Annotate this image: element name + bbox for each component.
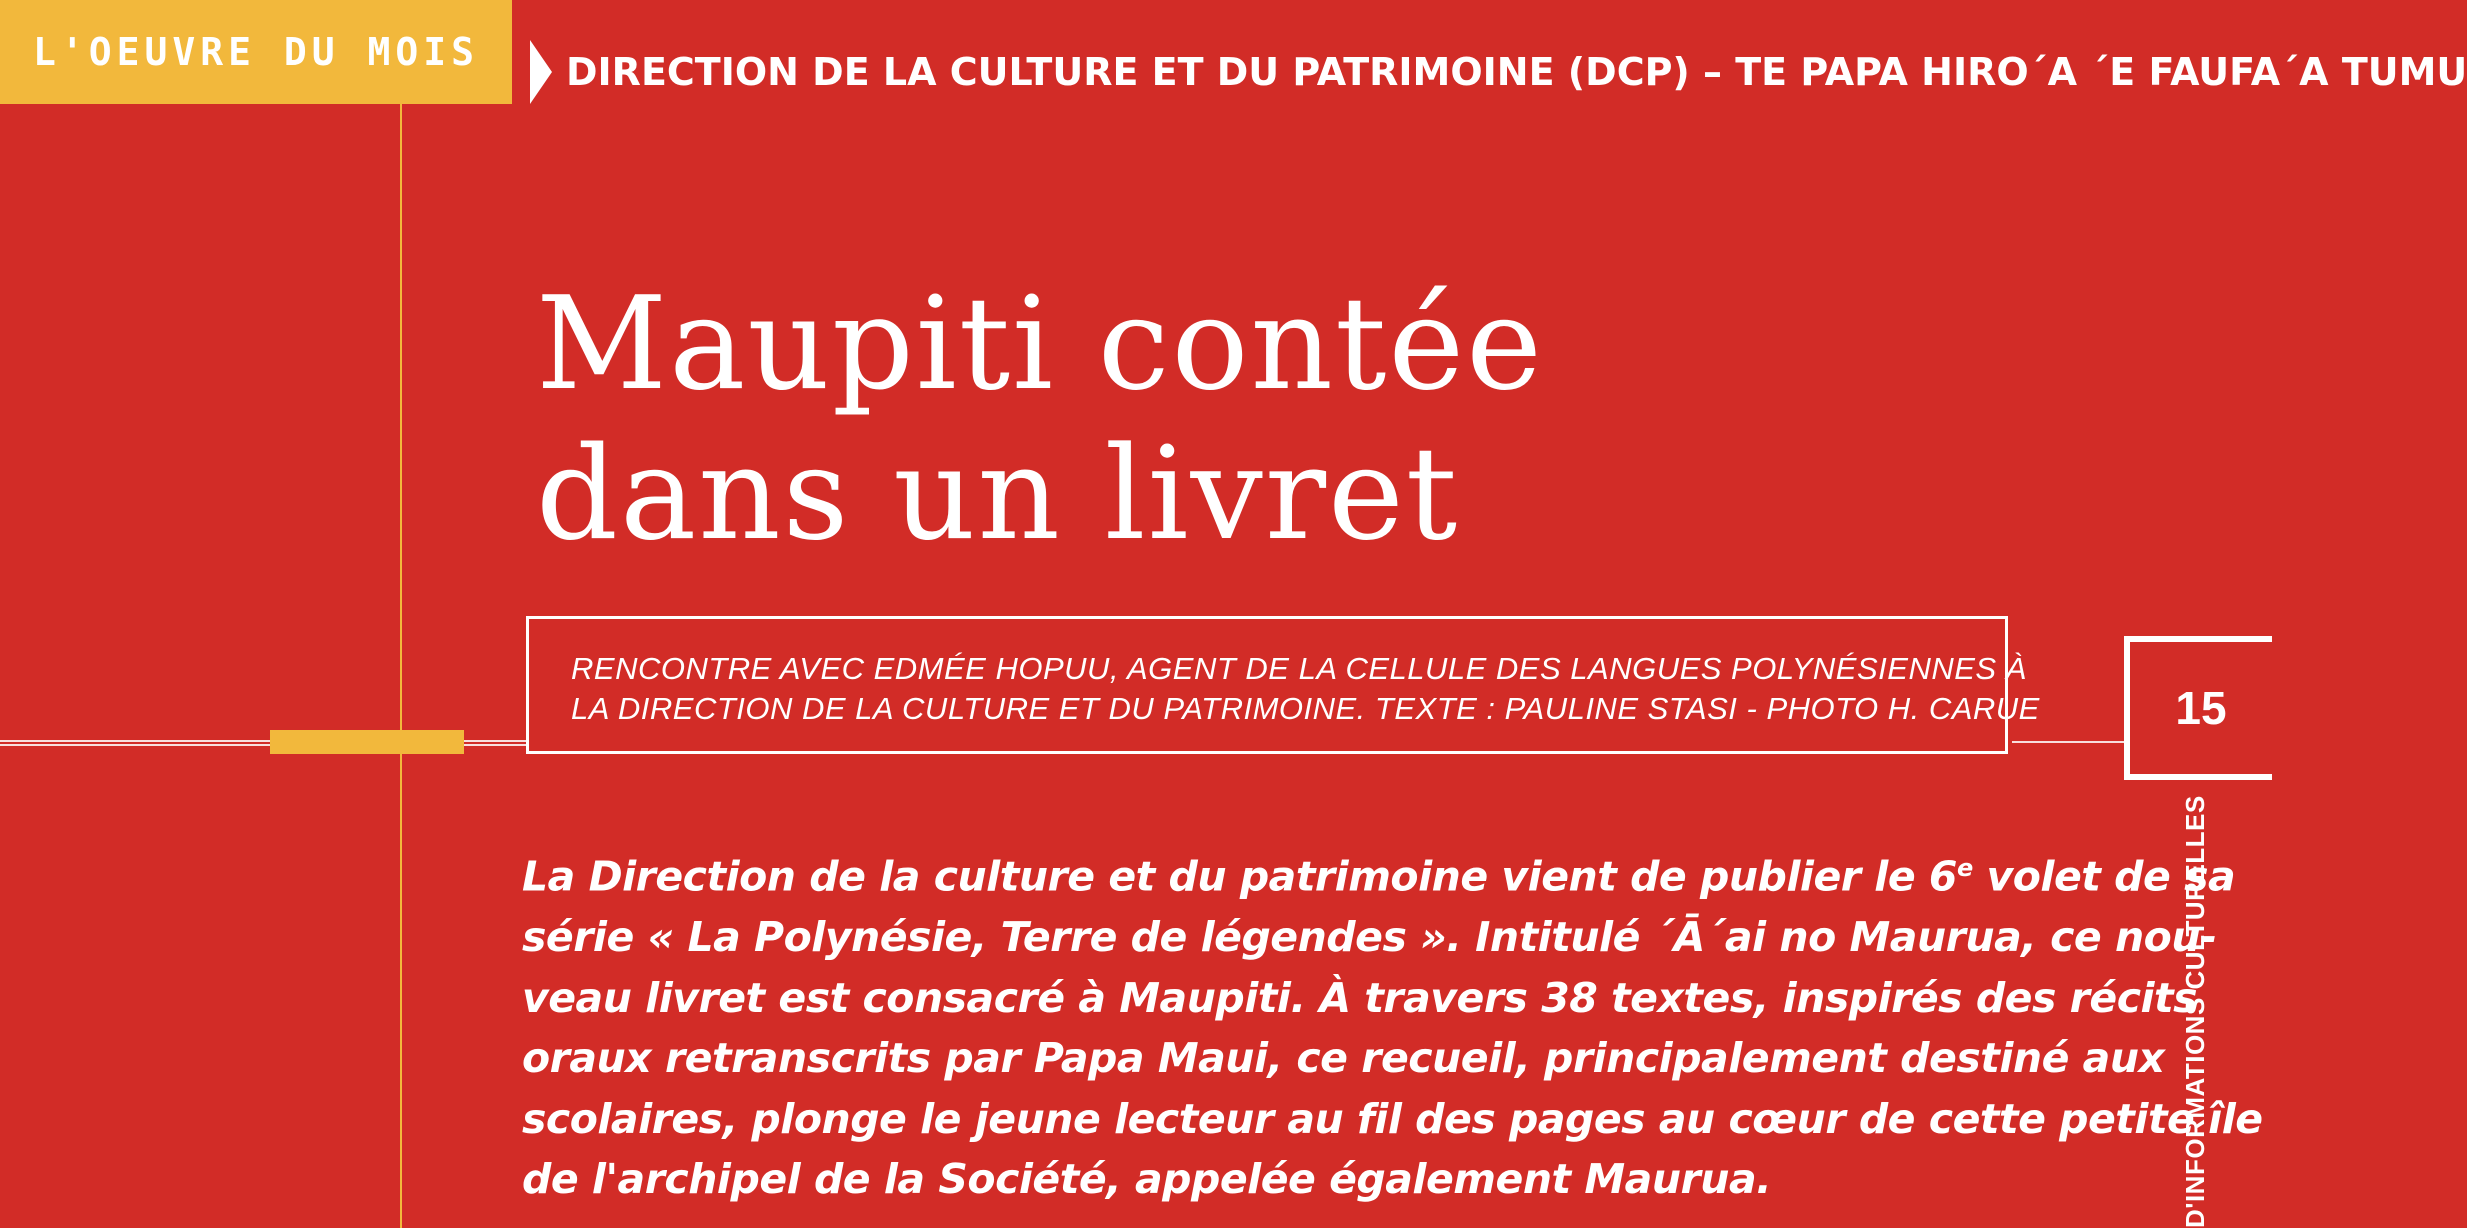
rubric-label: L'OEUVRE DU MOIS [32, 30, 480, 74]
side-caption: D'INFORMATIONS CULTURELLES [2180, 795, 2210, 1228]
title-line-1: Maupiti contée [536, 270, 1544, 419]
header-title: DIRECTION DE LA CULTURE ET DU PATRIMOINE (DCP) – TE PAPA HIRO´A ´E FAUFA´A TUMU [566, 50, 2467, 94]
horizontal-rule-right [2012, 741, 2124, 743]
credits-line-2: LA DIRECTION DE LA CULTURE ET DU PATRIMOINE. TEXTE : PAULINE STASI - PHOTO H. CARUE [571, 691, 2040, 726]
title-line-2: dans un livret [536, 420, 1460, 569]
header-arrow-icon [530, 40, 552, 104]
lead-line-1-a: La Direction de la culture et du patrimoine vient de publier le 6 [522, 852, 1957, 901]
rubric-tab [0, 0, 512, 104]
lead-line-2: série « La Polynésie, Terre de légendes ». Intitulé ´Ā´ai no Maurua, ce nou- [522, 913, 2217, 962]
lead-line-6: de l'archipel de la Société, appelée également Maurua. [522, 1155, 1772, 1204]
credits-line-1: RENCONTRE AVEC EDMÉE HOPUU, AGENT DE LA CELLULE DES LANGUES POLYNÉSIENNES À [571, 651, 2027, 686]
lead-line-4: oraux retranscrits par Papa Maui, ce recueil, principalement destiné aux [522, 1034, 2165, 1083]
lead-line-3: veau livret est consacré à Maupiti. À travers 38 textes, inspirés des récits [522, 973, 2198, 1022]
lead-line-5: scolaires, plonge le jeune lecteur au fil des pages au cœur de cette petite île [522, 1094, 2263, 1143]
lead-line-1 [522, 838, 2236, 907]
lead-line-1-sup: e [1956, 854, 1973, 882]
page-number [2124, 636, 2272, 780]
lead-line-1-b: volet de sa [1972, 852, 2236, 901]
accent-bar [270, 730, 464, 754]
article-title [536, 270, 1836, 570]
credits-box [526, 616, 2040, 754]
vertical-rule [400, 104, 402, 1228]
page-number-text: 15 [2175, 682, 2227, 734]
